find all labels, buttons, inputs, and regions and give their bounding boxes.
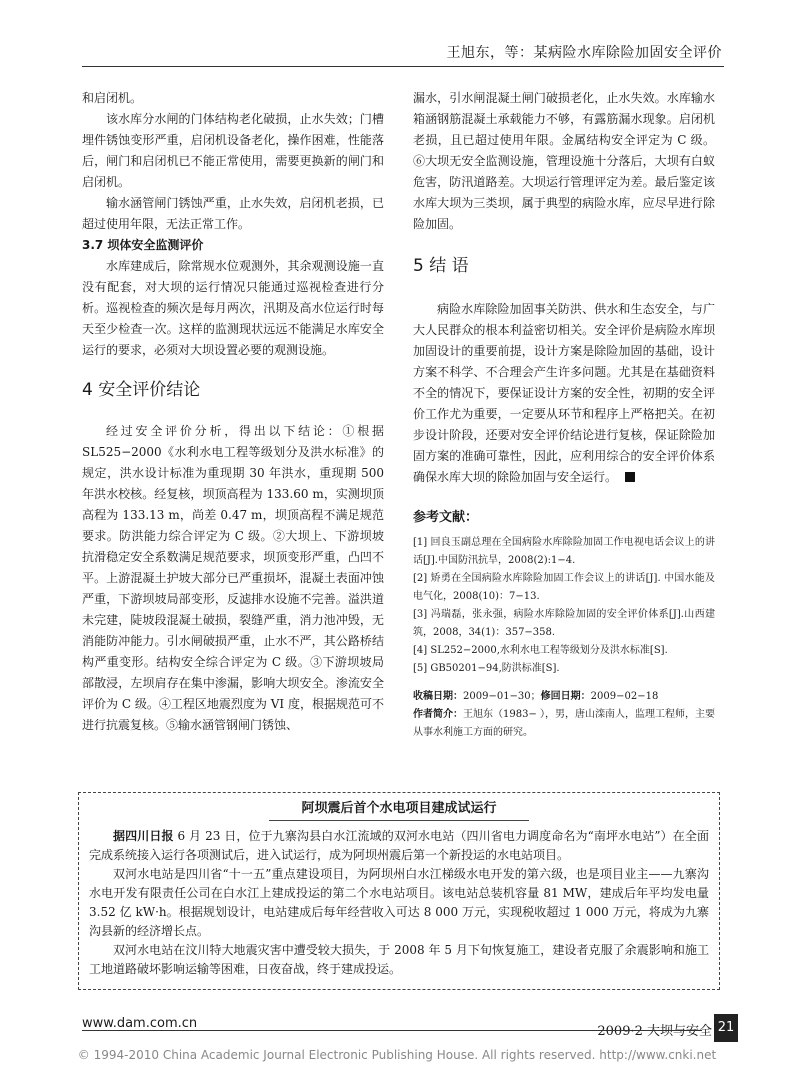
news-box — [78, 792, 720, 990]
subsection-heading: 3.7 坝体安全监测评价 — [82, 238, 204, 252]
author-label: 作者简介： — [413, 709, 463, 720]
paragraph: 漏水，引水闸混凝土闸门破损老化，止水失效。水库输水箱涵钢筋混凝土承载能力不够，有露筋漏水现象。启闭机老损，且已超过使用年限。金属结构安全评定为 C 级。⑥大坝无安全监测设施，管理设施十分落后，大坝有白蚁危害，防汛道路差。大坝运行管理评定为差。最后鉴定该水库大坝为三类坝，属于典型的病险水库，应尽早进行除险加固。 — [413, 91, 715, 231]
paragraph-text: 病险水库除险加固事关防洪、供水和生态安全，与广大人民群众的根本利益密切相关。安全评价是病险水库坝加固设计的重要前提，设计方案是除险加固的基础，设计方案不科学、不合理会产生许多问题。尤其是在基础资料不全的情况下，要保证设计方案的安全性，初期的安全评价工作尤为重要，一定要从环节和程序上严格把关。在初步设计阶段，还要对安全评价结论进行复核，保证除险加固方案的准确可靠性，因此，应利用综合的安全评价体系确保水库大坝的除险加固与安全运行。 — [413, 302, 715, 484]
paragraph: 经过安全评价分析，得出以下结论：①根据SL525−2000《水利水电工程等级划分及洪水标准》的规定，洪水设计标准为重现期 30 年洪水，重现期 500 年洪水校核。经复核，坝顶高程为 133.60 m，实测坝顶高程为 133.13 m，尚差 0.47 m，坝顶高程不满足规范要求。防洪能力综合评定为 C 级。②大坝上、下游坝坡抗滑稳定安全系数满足规范要求，坝顶变形严重，凸凹不平。上游混凝土护坡大部分已严重损坏，混凝土表面冲蚀严重，下游坝坡局部变形，反滤排水设施不完善。溢洪道未完建，陡坡段混凝土破损，裂缝严重，消力池冲毁，无消能防冲能力。引水闸破损严重，止水不严，其公路桥结构严重变形。结构安全综合评定为 C 级。③下游坝坡局部散浸，左坝肩存在集中渗漏，影响大坝安全。渗流安全评价为 C 级。④工程区地震烈度为 VI 度，根据规范可不进行抗震复核。⑤输水涵管钢闸门锈蚀、 — [82, 424, 384, 732]
news-paragraph: 双河水电站在汶川特大地震灾害中遭受较大损失，于 2008 年 5 月下旬恢复施工，建设者克服了余震影响和施工工地道路破坏影响运输等困难，日夜奋战，终于建成投运。 — [89, 943, 709, 976]
author-bio — [413, 706, 715, 742]
running-title: 王旭东，等：某病险水库除险加固安全评价 — [446, 45, 722, 61]
section-heading: 5 结 语 — [413, 256, 469, 276]
author-value: 王旭东（1983− ），男，唐山滦南人，监理工程师，主要从事水利施工方面的研究。 — [413, 709, 716, 738]
revised-value: 2009−02−18 — [590, 691, 659, 702]
footer-journal: 2009·2 大坝与安全 — [597, 1024, 712, 1039]
copyright: © 1994-2010 China Academic Journal Electronic Publishing House. All rights reserved. http://www.cnki.net — [77, 1048, 717, 1062]
paragraph: 水库建成后，除常规水位观测外，其余观测设施一直没有配套，对大坝的运行情况只能通过巡视检查进行分析。巡视检查的频次是每月两次，汛期及高水位运行时每天至少检查一次。这样的监测现状远远不能满足水库安全运行的要求，必须对大坝设置必要的观测设施。 — [82, 259, 384, 357]
page-number: 21 — [714, 1014, 738, 1042]
footer-url: www.dam.com.cn — [82, 1016, 198, 1031]
left-column — [82, 88, 384, 736]
section-heading: 4 安全评价结论 — [82, 380, 201, 400]
reference-item: [1] 回良玉副总理在全国病险水库除险加固工作电视电话会议上的讲话[J].中国防汛抗旱，2008(2):1−4. — [413, 537, 715, 566]
right-column — [413, 88, 715, 742]
news-paragraph — [89, 827, 709, 865]
news-source: 据四川日报 — [113, 829, 174, 843]
reference-item: [5] GB50201−94,防洪标准[S]. — [413, 663, 560, 674]
news-paragraph: 双河水电站是四川省“十一五”重点建设项目，为阿坝州白水江梯级水电开发的第六级，也是项目业主——九寨沟水电开发有限责任公司在白水江上建成投运的第二个水电站项目。该电站总装机容量 81 MW，建成后年平均发电量 3.52 亿 kW·h。根据规划设计，电站建成后每年经营收入可达 8 000 万元，实现税收超过 1 000 万元，将成为九寨沟县新的经济增长点。 — [89, 867, 709, 938]
revised-label: 修回日期： — [540, 691, 591, 702]
paragraph: 该水库分水闸的门体结构老化破损，止水失效；门槽埋件锈蚀变形严重，启闭机设备老化，操作困难，性能落后，闸门和启闭机已不能正常使用，需要更换新的闸门和启闭机。 — [82, 112, 384, 189]
paragraph: 输水涵管闸门锈蚀严重，止水失效，启闭机老损，已超过使用年限，无法正常工作。 — [82, 196, 384, 231]
footer-rule — [82, 1030, 702, 1031]
paragraph — [413, 299, 715, 488]
reference-item: [3] 冯瑞磊，张永强，病险水库除险加固的安全评价体系[J].山西建筑，2008，34(1)：357−358. — [413, 609, 715, 638]
end-mark-icon — [625, 472, 635, 482]
paragraph: 和启闭机。 — [82, 91, 143, 105]
reference-item: [2] 矫勇在全国病险水库除险加固工作会议上的讲话[J]. 中国水能及电气化，2008(10)：7−13. — [413, 573, 715, 602]
header-rule — [82, 66, 724, 67]
news-text: 6 月 23 日，位于九寨沟县白水江流域的双河水电站（四川省电力调度命名为“南坪水电站”）在全面完成系统接入运行各项测试后，进入试运行，成为阿坝州震后第一个新投运的水电站项目。 — [89, 829, 709, 862]
references-heading: 参考文献： — [413, 510, 479, 525]
received-label: 收稿日期： — [413, 691, 463, 702]
dates-line — [413, 688, 715, 706]
received-value: 2009−01−30； — [463, 691, 541, 702]
reference-item: [4] SL252−2000,水利水电工程等级划分及洪水标准[S]. — [413, 645, 668, 656]
news-title: 阿坝震后首个水电项目建成试运行 — [269, 799, 529, 821]
